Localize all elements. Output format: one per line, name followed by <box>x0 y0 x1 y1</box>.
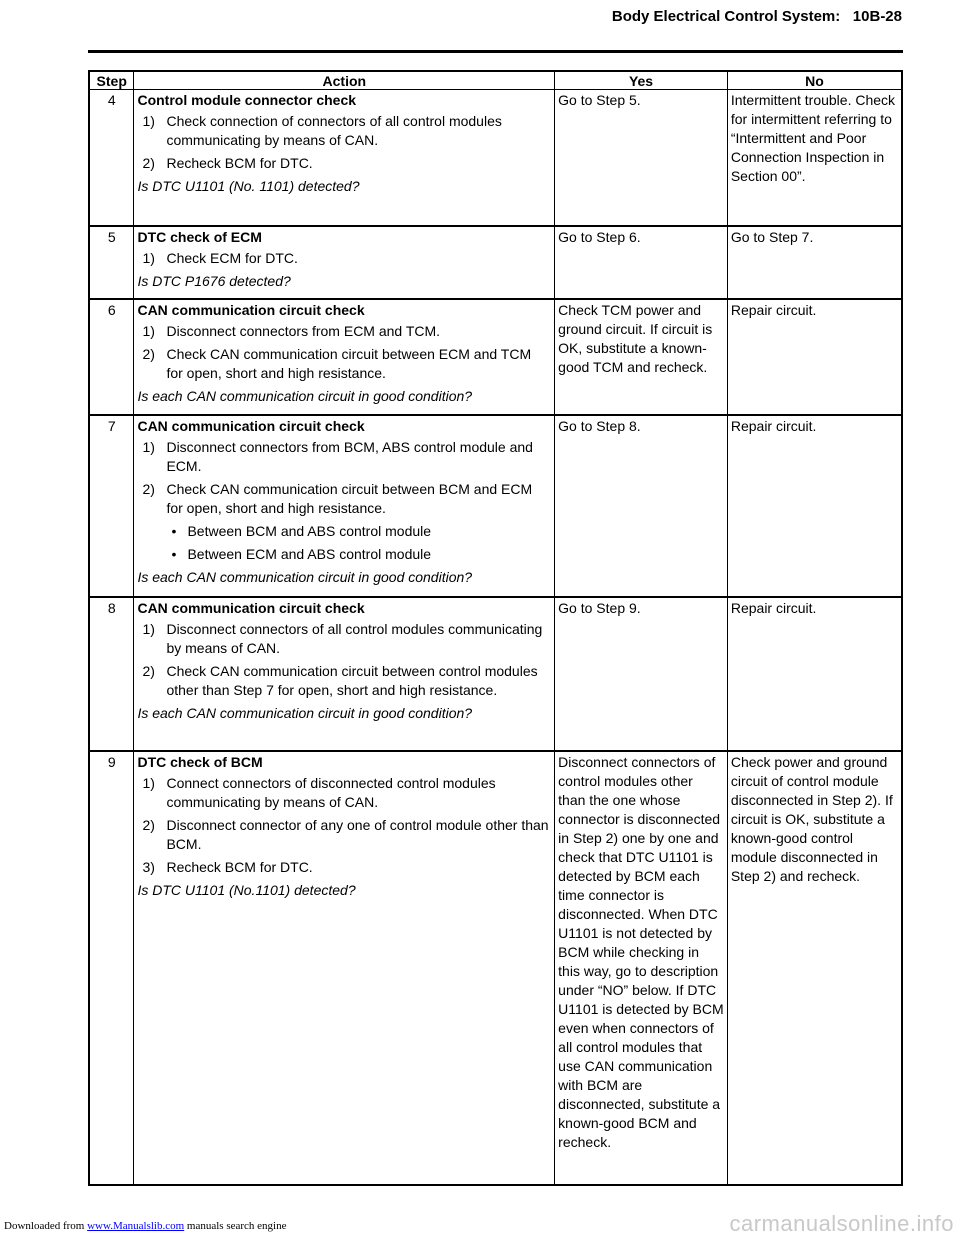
action-title: CAN communication circuit check <box>137 417 365 434</box>
table-row <box>89 226 902 299</box>
action-cell <box>134 597 555 751</box>
action-cell <box>134 751 555 1185</box>
action-question: Is DTC U1101 (No.1101) detected? <box>137 881 356 898</box>
action-item: 1) Disconnect connectors of all control modules communicating by means of CAN. <box>142 620 543 656</box>
action-title: Control module connector check <box>137 92 357 108</box>
action-title: DTC check of ECM <box>137 228 262 245</box>
action-question: Is each CAN communication circuit in good condition? <box>137 387 473 404</box>
action-item: 2) Check CAN communication circuit between ECM and TCM for open, short and high resistance. <box>142 345 532 381</box>
action-title: DTC check of BCM <box>137 753 263 770</box>
action-item: 2) Check CAN communication circuit between control modules other than Step 7 for open, short and high resistance. <box>142 662 538 698</box>
column-header-yes: Yes <box>555 71 728 90</box>
table-row <box>89 299 902 415</box>
action-item: 1) Disconnect connectors from BCM, ABS control module and ECM. <box>142 438 533 474</box>
action-item: 2) Check CAN communication circuit between BCM and ECM for open, short and high resistance. • Between BCM and ABS control module • Between ECM and ABS control module <box>137 480 551 564</box>
no-cell: Go to Step 7. <box>727 226 902 299</box>
yes-cell: Go to Step 6. <box>555 226 728 299</box>
action-item: 1) Disconnect connectors from ECM and TCM. <box>142 322 441 339</box>
yes-cell: Go to Step 9. <box>555 597 728 751</box>
yes-cell: Go to Step 8. <box>555 415 728 597</box>
no-cell: Repair circuit. <box>727 415 902 597</box>
no-cell: Intermittent trouble. Check for intermittent referring to “Intermittent and Poor Connection Inspection in Section 00”. <box>727 90 902 226</box>
step-number: 8 <box>89 597 134 751</box>
action-item: 3) Recheck BCM for DTC. <box>142 858 313 875</box>
no-cell: Repair circuit. <box>727 299 902 415</box>
action-cell <box>134 226 555 299</box>
section-title: Body Electrical Control System: <box>611 8 841 25</box>
yes-cell: Check TCM power and ground circuit. If circuit is OK, substitute a known-good TCM and recheck. <box>555 299 728 415</box>
table-row <box>89 597 902 751</box>
manualslib-link[interactable]: www.Manualslib.com <box>87 1220 185 1232</box>
step-number: 6 <box>89 299 134 415</box>
action-item: 2) Disconnect connector of any one of control module other than BCM. <box>142 816 549 852</box>
action-subitem: • Between BCM and ABS control module <box>171 522 432 539</box>
step-number: 5 <box>89 226 134 299</box>
footer-suffix: manuals search engine <box>186 1220 287 1232</box>
step-number: 4 <box>89 90 134 226</box>
action-title: CAN communication circuit check <box>137 301 365 318</box>
table-header-row <box>89 71 902 90</box>
action-item: 2) Recheck BCM for DTC. <box>142 155 313 171</box>
step-number: 7 <box>89 415 134 597</box>
action-cell <box>134 90 555 226</box>
action-question: Is each CAN communication circuit in good condition? <box>137 704 473 721</box>
action-cell <box>134 299 555 415</box>
action-item: 1) Connect connectors of disconnected control modules communicating by means of CAN. <box>142 774 496 810</box>
table-row <box>89 90 902 226</box>
table-row <box>89 751 902 1185</box>
download-footer <box>4 1220 286 1232</box>
troubleshooting-table <box>88 70 903 1186</box>
action-title: CAN communication circuit check <box>137 599 365 616</box>
page-number: 10B-28 <box>852 8 902 25</box>
no-cell: Check power and ground circuit of control module disconnected in Step 2). If circuit is OK, substitute a known-good control module disconnected in Step 2) and recheck. <box>727 751 902 1185</box>
yes-cell: Disconnect connectors of control modules other than the one whose connector is disconnected in Step 2) one by one and check that DTC U1101 is detected by BCM each time connector is disconnected. When DTC U1101 is not detected by BCM while checking in this way, go to description under “NO” below. If DTC U1101 is detected by BCM even when connectors of all control modules that use CAN communication with BCM are disconnected, substitute a known-good BCM and recheck. <box>555 751 728 1185</box>
column-header-action: Action <box>134 71 555 90</box>
step-number: 9 <box>89 751 134 1185</box>
column-header-step: Step <box>89 71 134 90</box>
action-question: Is each CAN communication circuit in good condition? <box>137 568 473 585</box>
action-question: Is DTC U1101 (No. 1101) detected? <box>137 178 360 194</box>
watermark: carmanualsonline.info <box>729 1211 954 1236</box>
header-rule <box>88 50 903 53</box>
action-subitem: • Between ECM and ABS control module <box>171 545 432 562</box>
action-question: Is DTC P1676 detected? <box>137 272 291 289</box>
action-cell <box>134 415 555 597</box>
action-item: 1) Check ECM for DTC. <box>142 249 298 266</box>
footer-prefix: Downloaded from <box>4 1220 85 1232</box>
table-row <box>89 415 902 597</box>
yes-cell: Go to Step 5. <box>555 90 728 226</box>
column-header-no: No <box>727 71 902 90</box>
page-header <box>612 8 902 25</box>
action-item: 1) Check connection of connectors of all control modules communicating by means of CAN. <box>142 113 502 148</box>
no-cell: Repair circuit. <box>727 597 902 751</box>
